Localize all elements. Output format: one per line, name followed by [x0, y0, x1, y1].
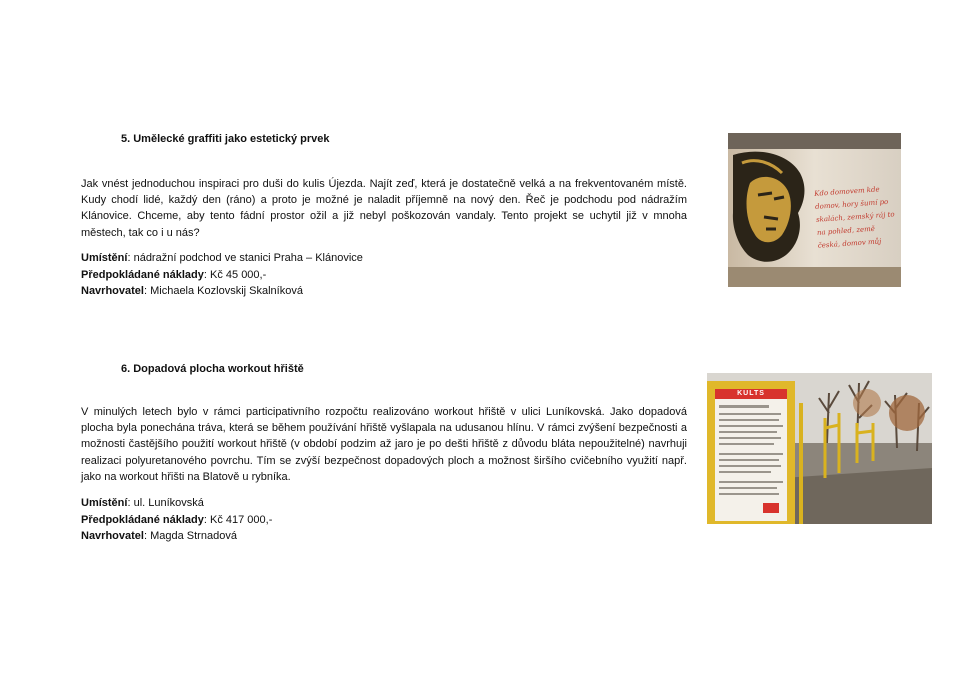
author-row	[81, 283, 363, 300]
cost-row	[81, 512, 272, 529]
location-row	[81, 250, 363, 267]
location-row	[81, 495, 272, 512]
graffiti-verse: Kdo domovem kde domov, hory šumí po skalách, zemský ráj to na pohled, země česká, domov můj	[813, 185, 895, 250]
author-label: Navrhovatel	[81, 530, 144, 542]
cost-label: Předpokládané náklady	[81, 513, 204, 526]
location-value: : nádražní podchod ve stanici Praha – Klánovice	[127, 252, 363, 264]
cost-value: : Kč 45 000,-	[203, 268, 267, 281]
cost-row	[81, 267, 363, 284]
author-row	[81, 528, 272, 545]
cost-label: Předpokládané náklady	[81, 268, 204, 281]
workout-playground-photo	[707, 373, 932, 524]
location-label: Umístění	[81, 497, 128, 509]
section-5-title: 5. Umělecké graffiti jako estetický prvek	[121, 133, 330, 145]
section-5-meta	[81, 250, 363, 300]
section-5-text: Jak vnést jednoduchou inspiraci pro duši do kulis Újezda. Najít zeď, která je dostatečně velká a na frekventovaném místě. Kudy chodí lidé, každý den (ráno) a proto je možné je naladit příjemně na nový den. Řeč je podchodu pod nádražím Klánovice. Chceme, aby tento fádní prostor ožil a již nebyl poškozován vandaly. Tento projekt se uchytil již v mnoha městech, tak co i u nás?	[81, 178, 687, 239]
author-value: : Michaela Kozlovskij Skalníková	[143, 285, 303, 297]
author-label: Navrhovatel	[81, 285, 144, 297]
section-6-meta	[81, 495, 272, 545]
location-label: Umístění	[81, 252, 128, 264]
graffiti-photo	[728, 133, 901, 287]
sign-header-text: KULTS	[737, 390, 765, 397]
author-value: : Magda Strnadová	[143, 530, 237, 542]
cost-value: : Kč 417 000,-	[203, 513, 273, 526]
section-6-title: 6. Dopadová plocha workout hřiště	[121, 363, 304, 375]
location-value: : ul. Luníkovská	[127, 497, 204, 509]
section-6-text: V minulých letech bylo v rámci participativního rozpočtu realizováno workout hřiště v ulici Luníkovská. Jako dopadová plocha byla ponechána tráva, která se během používání hřiště vyšlapala na udusanou hlínu. V rámci zvýšení bezpečnosti a možnosti častějšího použití workout hřiště (v období podzim až jaro je po dešti hřiště z důvodu bláta nepoužitelné) navrhuji realizaci polyuretanového povrchu. Tím se zvýší bezpečnost dopadových ploch a možnost širšího cvičebního využití např. jako na workout hřišti na Blatově u rybníka.	[81, 406, 687, 483]
